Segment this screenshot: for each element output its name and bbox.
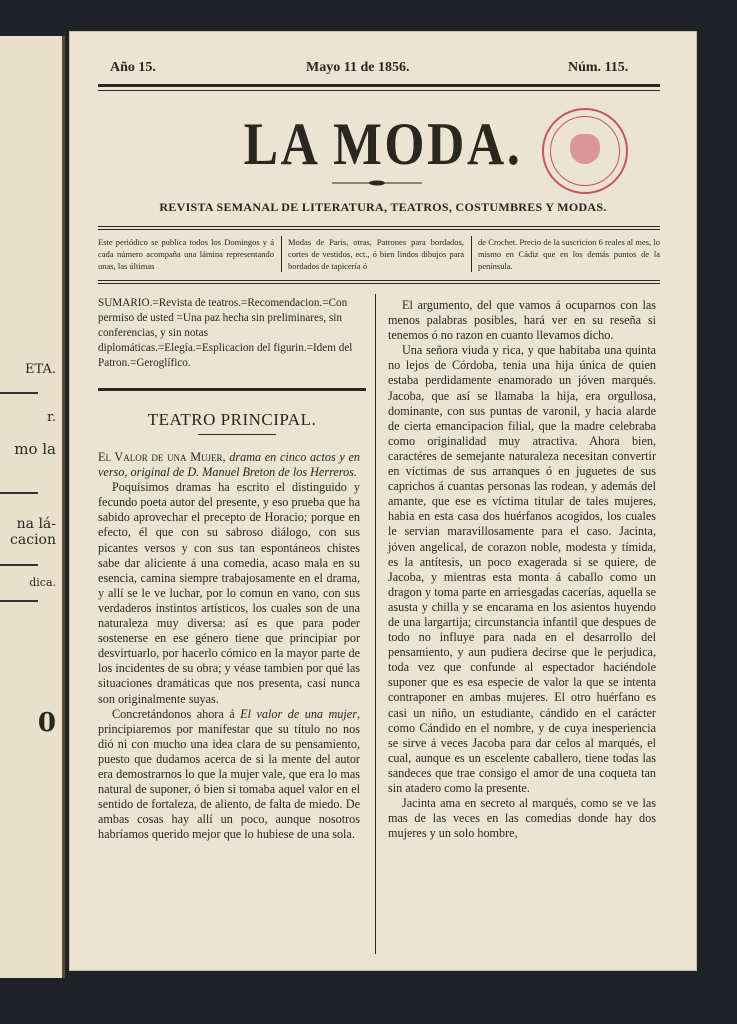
notice-col-1: Este periódico se publica todos los Domingos y á cada número acompaña una lámina representando unas, las últimas	[98, 237, 274, 271]
article-left-column	[98, 450, 360, 842]
article-heading-subtitle: drama en cinco actos y en verso, original de D. Manuel Breton de los Herreros.	[98, 450, 360, 480]
left-page-fragment: dica.	[29, 576, 56, 589]
article-paragraph: Poquísimos dramas ha escrito el distinguido y fecundo poeta autor del presente, y eso prueba que ha sabido aprovechar el precepto de Horacio; porque en efecto, él que con su sabroso diálogo, con sus picantes versos y con sus tan espontáneos chistes sabe dar aliciente á una comedia, acaso mala en su esencia, camina siempre trabajosamente en el drama, y allí se le ve luchar, por lo comun en vano, con sus verdaderos instintos artísticos, los cuales son de una naturaleza muy diversa: así es que para poder sostenerse en ese género tiene que principiar por desvirtuarlo, por hacerlo cómico en la mayor parte de los incidentes de su obra; y véase tambien por qué las situaciones dramáticas que nos presenta, casi nunca son originalmente suyas.	[98, 480, 360, 706]
column-divider	[375, 294, 376, 954]
masthead-subtitle: REVISTA SEMANAL DE LITERATURA, TEATROS, COSTUMBRES Y MODAS.	[159, 200, 607, 214]
left-page-rule	[0, 392, 38, 394]
article-heading-title: El Valor de una Mujer,	[98, 450, 226, 464]
notice-divider	[471, 236, 472, 272]
article-text: , principiaremos por manifestar que su título no nos dió ni con mucho una idea clara de su pensamiento, puesto que dudamos acerca de si la mente del autor era demostrarnos lo que la mujer vale, que era lo mas natural de suponer, ó bien si tomaba aquel valor en el sentido de fortaleza, de aliento, de falta de miedo. De ambas cosas hay allí un poco, aunque nosotros habríamos querido mejor que lo hubiese de una sola.	[98, 706, 360, 842]
newspaper-page	[70, 32, 696, 970]
left-page-fragment: 0	[37, 708, 56, 738]
section-title-underline	[198, 434, 276, 435]
left-page-fragment: cacion	[10, 532, 56, 548]
article-right-column	[388, 298, 656, 841]
left-page-rule	[0, 492, 38, 494]
left-page-rule	[0, 600, 38, 602]
notice-bottom-rule	[98, 280, 660, 281]
stamp-coat-of-arms-icon	[570, 134, 600, 164]
notice-top-rule	[98, 226, 660, 227]
article-paragraph	[98, 707, 360, 843]
article-text-italic: El valor de una mujer	[240, 706, 357, 721]
header-year: Año 15.	[110, 60, 156, 75]
article-text: Concretándonos ahora á	[112, 706, 241, 721]
left-page-fragment: ETA.	[25, 362, 56, 377]
article-paragraph: El argumento, del que vamos á ocuparnos con las menos palabras posibles, hará ver en su reseña si tenemos ó no razon en cuanto llevamos dicho.	[388, 298, 656, 343]
notice-bottom-rule-2	[98, 283, 660, 284]
header-date: Mayo 11 de 1856.	[306, 60, 410, 75]
left-facing-page	[0, 36, 65, 978]
header-rule-thin	[98, 90, 660, 91]
left-page-fragment: mo la	[14, 440, 56, 458]
left-page-fragment: na lá-	[16, 516, 56, 532]
notice-top-rule-2	[98, 229, 660, 230]
article-paragraph: Jacinta ama en secreto al marqués, como se ve las mas de las veces en las comedias donde hay dos mujeres y un solo hombre,	[388, 796, 656, 841]
left-page-fragment: r.	[47, 410, 56, 425]
notice-col-3: de Crochet. Precio de la suscricion 6 reales al mes, lo mismo en Cádiz que en los demás puntos de la península.	[478, 237, 660, 271]
library-stamp-icon	[542, 108, 628, 194]
notice-col-2: Modas de Paris, otras, Patrones para bordados, cortes de vestidos, ect., ó bien lindos dibujos para bordados de tapicería ó	[288, 237, 464, 271]
section-rule	[98, 388, 366, 391]
notice-divider	[281, 236, 282, 272]
header-number: Núm. 115.	[568, 60, 629, 75]
article-paragraph: Una señora viuda y rica, y que habitaba una quinta no lejos de Córdoba, tenia una hija única de quien estaba perdidamente enamorado un jóven marqués. Jacoba, que así se llamaba la hija, era orgullosa, dominante, con sus puntas de varonil, y hacia alarde de cierta emancipacion filial, que la madre celebraba como originalidad muy atractiva. Ahora bien, caractéres de semejante naturaleza necesitan convertir en víctimas de sus arranques ó en juguetes de sus caprichos á cuantas personas las rodean, y además del amante, que ese es víctima titular de tales mujeres, habia en esta casa dos huérfanos acogidos, los cuales le servian maravillosamente para el caso. Jacinta, jóven angelical, de corazon noble, modesta y tímida, es la antítesis, un poco exagerada si se quiere, de Jacoba, y mientras esta monta á caballo como un dragon y toma parte en arriesgadas cacerías, aquella se asusta y chilla y se encarama en los asientos huyendo de una largartija; circunstancia infantil que despues de todo no influye para nada en el desarrollo del pensamiento, y aun pudiera decirse que le perjudica, toda vez que confunde al espectador haciéndole suponer que es esa especie de valor la que se intenta contraponer en ambas mujeres. El otro huérfano es casi un niño, un estudiante, cándido en el carácter como Cándido en el nombre, y de cuya inesperiencia se sirve á veces Jacoba para dar celos al marqués, el cual, aunque es un escelente caballero, tiene todas las sandeces que trae consigo el amor de una coqueta tan sin atadero como la presente.	[388, 343, 656, 795]
header-rule	[98, 84, 660, 87]
ornament-icon	[332, 180, 422, 186]
masthead-title: LA MODA.	[243, 111, 523, 177]
summary-block: SUMARIO.=Revista de teatros.=Recomendacion.=Con permiso de usted =Una paz hecha sin preliminares, sin conferencias, y sin notas diplomáticas.=Elegía.=Esplicacion del figurin.=Idem del Patron.=Geroglífico.	[98, 297, 353, 369]
section-title: TEATRO PRINCIPAL.	[147, 410, 317, 429]
article-heading	[98, 450, 360, 480]
left-page-rule	[0, 564, 38, 566]
